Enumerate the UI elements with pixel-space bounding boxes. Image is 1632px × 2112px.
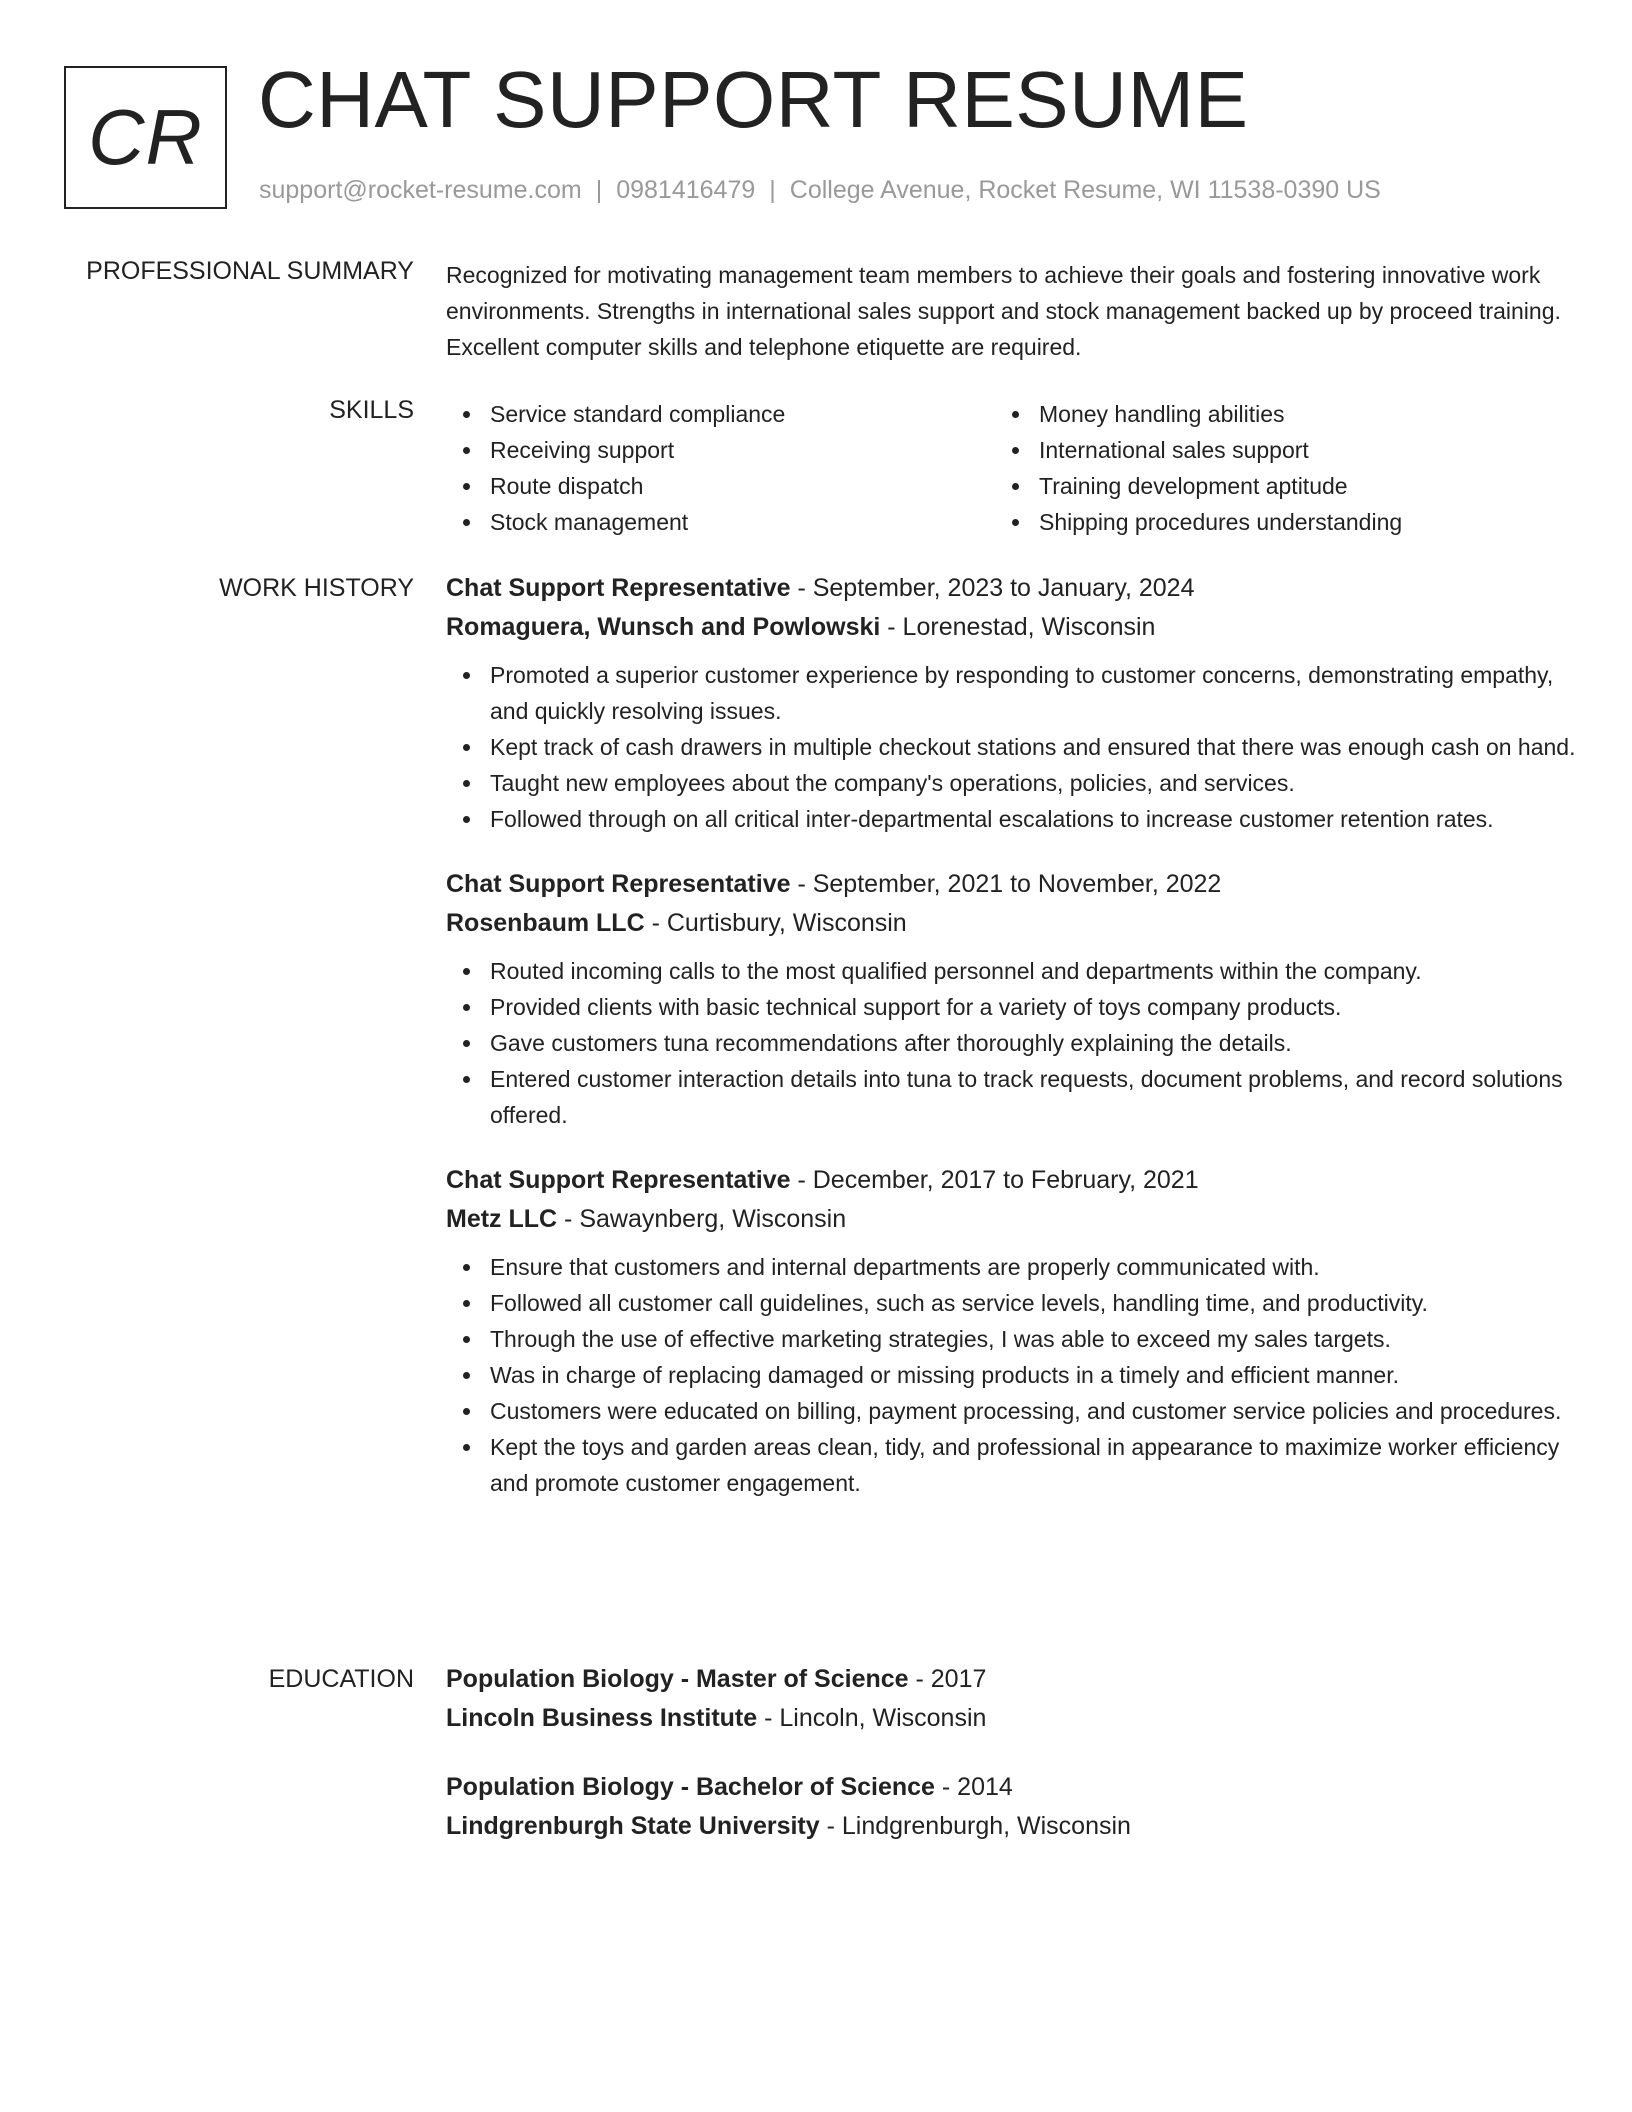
education-heading: EDUCATION [268, 1665, 414, 1693]
contact-line [259, 176, 1381, 205]
education-entry [446, 1660, 1576, 1738]
education-school: Lincoln Business Institute [446, 1704, 758, 1732]
job-bullet: Followed all customer call guidelines, such as service levels, handling time, and productivity. [446, 1285, 1576, 1321]
job-entry [446, 1161, 1576, 1501]
job-company-line [446, 608, 1576, 647]
education-school-line [446, 1807, 1576, 1846]
job-bullet: Provided clients with basic technical support for a variety of toys company products. [446, 989, 1576, 1025]
job-dates: - December, 2017 to February, 2021 [790, 1166, 1199, 1194]
job-bullet: Routed incoming calls to the most qualified personnel and departments within the company. [446, 953, 1576, 989]
contact-separator: | [595, 176, 603, 204]
job-bullet: Promoted a superior customer experience by responding to customer concerns, demonstrating empathy, and quickly resolving issues. [446, 657, 1576, 729]
contact-address: College Avenue, Rocket Resume, WI 11538-0390 US [789, 176, 1381, 204]
education-degree-line [446, 1660, 1576, 1699]
skill-item: Receiving support [446, 432, 995, 468]
skill-item: Stock management [446, 504, 995, 540]
page-title: CHAT SUPPORT RESUME [258, 55, 1249, 144]
job-company: Romaguera, Wunsch and Powlowski [446, 613, 881, 641]
job-company: Metz LLC [446, 1205, 558, 1233]
skills-body [446, 396, 1576, 540]
job-bullets [446, 953, 1576, 1133]
education-year: - 2014 [934, 1773, 1013, 1801]
contact-email: support@rocket-resume.com [259, 176, 582, 204]
job-bullet: Was in charge of replacing damaged or missing products in a timely and efficient manner. [446, 1357, 1576, 1393]
job-dates: - September, 2021 to November, 2022 [790, 870, 1222, 898]
work-heading: WORK HISTORY [219, 574, 414, 602]
job-bullet: Followed through on all critical inter-departmental escalations to increase customer retention rates. [446, 801, 1576, 837]
job-location: - Lorenestad, Wisconsin [880, 613, 1156, 641]
education-school: Lindgrenburgh State University [446, 1812, 820, 1840]
summary-text: Recognized for motivating management team members to achieve their goals and fostering innovative work environments. Strengths in international sales support and stock management backed up by proceed training. Excellent computer skills and telephone etiquette are required. [446, 262, 1561, 360]
job-title-line [446, 865, 1576, 904]
job-bullet: Kept track of cash drawers in multiple checkout stations and ensured that there was enough cash on hand. [446, 729, 1576, 765]
job-company-line [446, 904, 1576, 943]
job-company-line [446, 1200, 1576, 1239]
job-bullets [446, 1249, 1576, 1501]
education-location: - Lindgrenburgh, Wisconsin [819, 1812, 1131, 1840]
job-bullet: Customers were educated on billing, payment processing, and customer service policies and procedures. [446, 1393, 1576, 1429]
job-title-line [446, 569, 1576, 608]
job-company: Rosenbaum LLC [446, 909, 645, 937]
job-entry [446, 569, 1576, 837]
skill-item: Training development aptitude [995, 468, 1544, 504]
education-body [446, 1660, 1576, 1876]
contact-separator: | [769, 176, 776, 204]
job-title-line [446, 1161, 1576, 1200]
job-dates: - September, 2023 to January, 2024 [790, 574, 1195, 602]
job-title: Chat Support Representative [446, 870, 791, 898]
job-entry [446, 865, 1576, 1133]
summary-heading: PROFESSIONAL SUMMARY [86, 257, 414, 285]
skill-item: International sales support [995, 432, 1544, 468]
summary-body [446, 257, 1576, 365]
education-location: - Lincoln, Wisconsin [757, 1704, 987, 1732]
skill-item: Route dispatch [446, 468, 995, 504]
education-degree: Population Biology - Master of Science [446, 1665, 909, 1693]
education-degree: Population Biology - Bachelor of Science [446, 1773, 935, 1801]
job-bullet: Taught new employees about the company's operations, policies, and services. [446, 765, 1576, 801]
job-bullet: Entered customer interaction details into tuna to track requests, document problems, and record solutions offered. [446, 1061, 1576, 1133]
skill-item: Shipping procedures understanding [995, 504, 1544, 540]
skill-item: Money handling abilities [995, 396, 1544, 432]
education-entry [446, 1768, 1576, 1846]
job-bullet: Gave customers tuna recommendations after thoroughly explaining the details. [446, 1025, 1576, 1061]
job-location: - Sawaynberg, Wisconsin [557, 1205, 847, 1233]
monogram-logo: CR [64, 66, 227, 209]
education-year: - 2017 [908, 1665, 987, 1693]
job-title: Chat Support Representative [446, 574, 791, 602]
contact-phone: 0981416479 [616, 176, 756, 204]
job-bullet: Ensure that customers and internal departments are properly communicated with. [446, 1249, 1576, 1285]
skill-item: Service standard compliance [446, 396, 995, 432]
job-bullet: Kept the toys and garden areas clean, tidy, and professional in appearance to maximize worker efficiency and promote customer engagement. [446, 1429, 1576, 1501]
job-bullet: Through the use of effective marketing strategies, I was able to exceed my sales targets. [446, 1321, 1576, 1357]
job-bullets [446, 657, 1576, 837]
education-degree-line [446, 1768, 1576, 1807]
skills-list-left [446, 396, 995, 540]
skills-heading: SKILLS [329, 396, 414, 424]
job-title: Chat Support Representative [446, 1166, 791, 1194]
work-body [446, 569, 1576, 1529]
education-school-line [446, 1699, 1576, 1738]
skills-list-right [995, 396, 1544, 540]
job-location: - Curtisbury, Wisconsin [644, 909, 907, 937]
